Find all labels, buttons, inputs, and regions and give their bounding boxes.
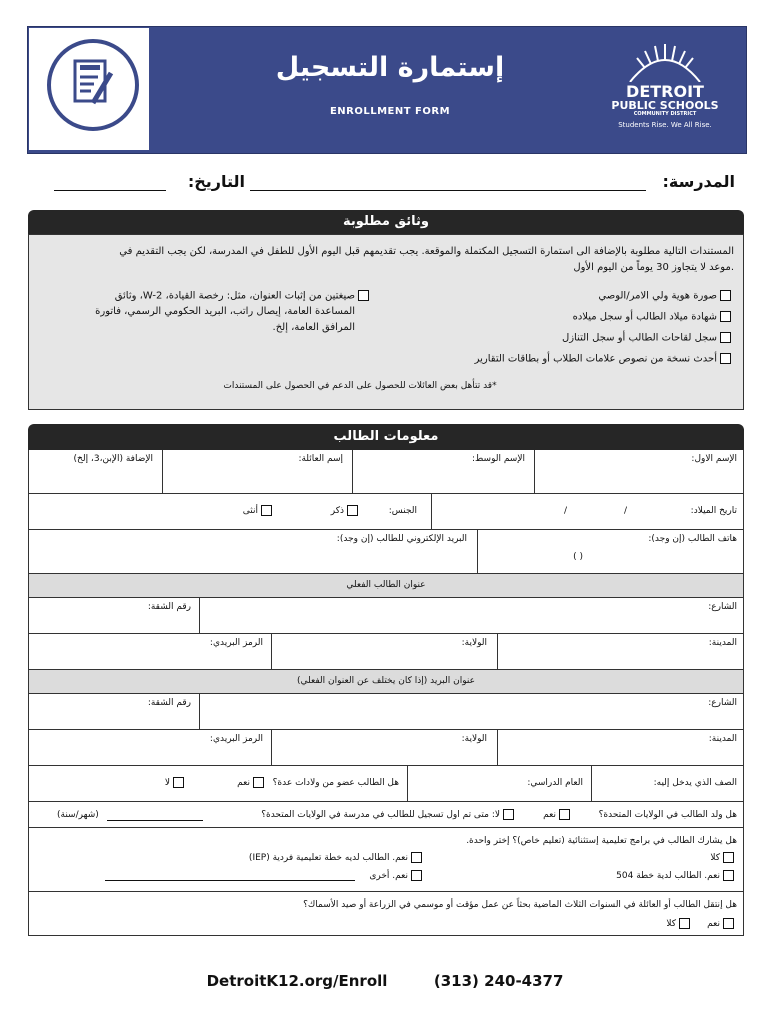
street-label: الشارع: [708, 698, 737, 708]
logo-line1: DETROIT [626, 82, 704, 101]
checkbox[interactable] [347, 505, 358, 516]
city-label: المدينة: [708, 734, 737, 744]
apt-label: رقم الشقة: [147, 602, 191, 612]
logo-tagline: Students Rise. We All Rise. [618, 121, 712, 129]
enroll-url-link[interactable]: DetroitK12.org/Enroll [206, 972, 388, 990]
checkbox[interactable] [679, 918, 690, 929]
checkbox[interactable] [253, 777, 264, 788]
apt-label: رقم الشقة: [147, 698, 191, 708]
first-name-label: الإسم الاول: [691, 454, 737, 464]
checkbox[interactable] [720, 290, 731, 301]
middle-name-label: الإسم الوسط: [471, 454, 525, 464]
migrant-question: هل إنتقل الطالب أو العائلة في السنوات الثلاث الماضية بحثاً عن عمل مؤقت أو موسمي في الزراعة أو صيد الأسماك؟ [303, 900, 737, 910]
special-ed-question: هل يشارك الطالب في برامج تعليمية إستثنائية (تعليم خاص)؟ إختر واحدة. [466, 836, 737, 846]
first-enroll-date-field[interactable] [107, 820, 203, 821]
mail-street-row [28, 694, 744, 730]
student-info-title: معلومات الطالب [28, 424, 744, 450]
special-ed-other-field[interactable] [105, 880, 355, 881]
special-ed-other[interactable]: نعم. أخرى [369, 870, 425, 881]
doc-item-birth[interactable]: شهادة ميلاد الطالب أو سجل ميلاده [420, 311, 734, 323]
checkbox[interactable] [503, 809, 514, 820]
checkbox[interactable] [723, 870, 734, 881]
checkbox[interactable] [358, 290, 369, 301]
dob-slash-1: / [623, 506, 627, 516]
born-us-no[interactable]: لا: متى تم اول تسجيل للطالب في مدرسة في الولايات المتحدة؟ [261, 809, 517, 820]
multiple-birth-no[interactable]: لا [165, 777, 187, 788]
doc-item-address[interactable]: صيغتين من إثبات العنوان، مثل: رخصة القيادة، W-2، وثائق [42, 290, 372, 302]
gender-male[interactable]: ذكر [331, 505, 361, 516]
suffix-label: الإضافة (الإبن،3، إلخ) [73, 454, 153, 464]
documents-intro-line2: .موعد لا يتجاوز 30 يوماً من اليوم الأول [573, 262, 734, 273]
date-field[interactable] [54, 190, 166, 191]
born-us-label: هل ولد الطالب في الولايات المتحدة؟ [598, 810, 737, 820]
doc-item-immunization[interactable]: سجل لقاحات الطالب أو سجل التنازل [420, 332, 734, 344]
born-us-row [28, 802, 744, 828]
documents-note: *قد تتأهل بعض العائلات للحصول على الدعم في الحصول على المستندات [223, 381, 497, 391]
zip-label: الرمز البريدي: [209, 734, 263, 744]
zip-label: الرمز البريدي: [209, 638, 263, 648]
documents-title: وثائق مطلوبة [28, 210, 744, 234]
mail-city-row [28, 730, 744, 766]
born-us-yes[interactable]: نعم [543, 809, 573, 820]
mailing-address-header: عنوان البريد (إذا كان يختلف عن العنوان الفعلي) [28, 670, 744, 694]
school-year-label: العام الدراسي: [527, 778, 583, 788]
doc-item-address-line3: المرافق العامة، إلخ. [272, 322, 355, 333]
special-ed-iep[interactable]: نعم. الطالب لديه خطة تعليمية فردية (IEP) [249, 852, 425, 863]
doc-item-transcript[interactable]: أحدث نسخة من نصوص علامات الطلاب أو بطاقات التقارير [420, 353, 734, 365]
page-title: إستمارة التسجيل [275, 52, 505, 83]
footer [0, 972, 770, 990]
dob-gender-row [28, 494, 744, 530]
doc-item-address-line2: المساعدة العامة، إيصال راتب، البريد الحكومي الرسمي، فاتورة [95, 306, 355, 317]
grade-row [28, 766, 744, 802]
state-label: الولاية: [461, 734, 487, 744]
migrant-no[interactable]: كلا [666, 918, 693, 929]
city-label: المدينة: [708, 638, 737, 648]
email-label: البريد الإلكتروني للطالب (إن وجد): [336, 534, 467, 544]
phone-label: هاتف الطالب (إن وجد): [648, 534, 737, 544]
special-ed-504[interactable]: نعم. الطالب لدية خطة 504 [616, 870, 737, 881]
gender-female[interactable]: أنثى [243, 505, 275, 516]
city-row [28, 634, 744, 670]
month-year-label: (شهر/سنة) [57, 810, 99, 820]
gender-label: الجنس: [388, 506, 417, 516]
documents-intro-line1: المستندات التالية مطلوبة بالإضافة الى استمارة التسجيل المكتملة والموقعة. يجب تقديمهم قبل اليوم الأول للطفل في المدرسة، لكن يجب التقديم في [119, 246, 734, 257]
checkbox[interactable] [261, 505, 272, 516]
doc-item-id[interactable]: صورة هوية ولي الامر/الوصي [420, 290, 734, 302]
migrant-row [28, 892, 744, 936]
logo-line3: COMMUNITY DISTRICT [633, 111, 697, 117]
physical-address-header: عنوان الطالب الفعلي [28, 574, 744, 598]
page-subtitle: ENROLLMENT FORM [329, 106, 451, 117]
multiple-birth-label: هل الطالب عضو من ولادات عدة؟ [272, 778, 399, 788]
dob-slash-2: / [563, 506, 567, 516]
school-label: المدرسة: [662, 172, 735, 191]
form-edit-icon [47, 39, 139, 131]
checkbox[interactable] [720, 353, 731, 364]
checkbox[interactable] [411, 870, 422, 881]
checkbox[interactable] [723, 852, 734, 863]
street-label: الشارع: [708, 602, 737, 612]
grade-label: الصف الذي يدخل إليه: [653, 778, 737, 788]
sunrise-logo-icon [620, 38, 710, 86]
date-label: التاريخ: [187, 172, 245, 191]
street-row [28, 598, 744, 634]
phone-parens: ( ) [573, 552, 583, 562]
school-field[interactable] [250, 190, 646, 191]
contact-row [28, 530, 744, 574]
phone-number: (313) 240-4377 [433, 972, 564, 990]
special-ed-row [28, 828, 744, 892]
migrant-yes[interactable]: نعم [707, 918, 737, 929]
special-ed-no[interactable]: كلا [710, 852, 737, 863]
dob-label: تاريخ الميلاد: [690, 506, 737, 516]
state-label: الولاية: [461, 638, 487, 648]
checkbox[interactable] [411, 852, 422, 863]
multiple-birth-yes[interactable]: نعم [237, 777, 267, 788]
logo-line2: PUBLIC SCHOOLS [611, 99, 719, 112]
last-name-label: إسم العائلة: [298, 454, 343, 464]
checkbox[interactable] [720, 332, 731, 343]
checkbox[interactable] [173, 777, 184, 788]
checkbox[interactable] [720, 311, 731, 322]
checkbox[interactable] [559, 809, 570, 820]
checkbox[interactable] [723, 918, 734, 929]
name-row [28, 450, 744, 494]
